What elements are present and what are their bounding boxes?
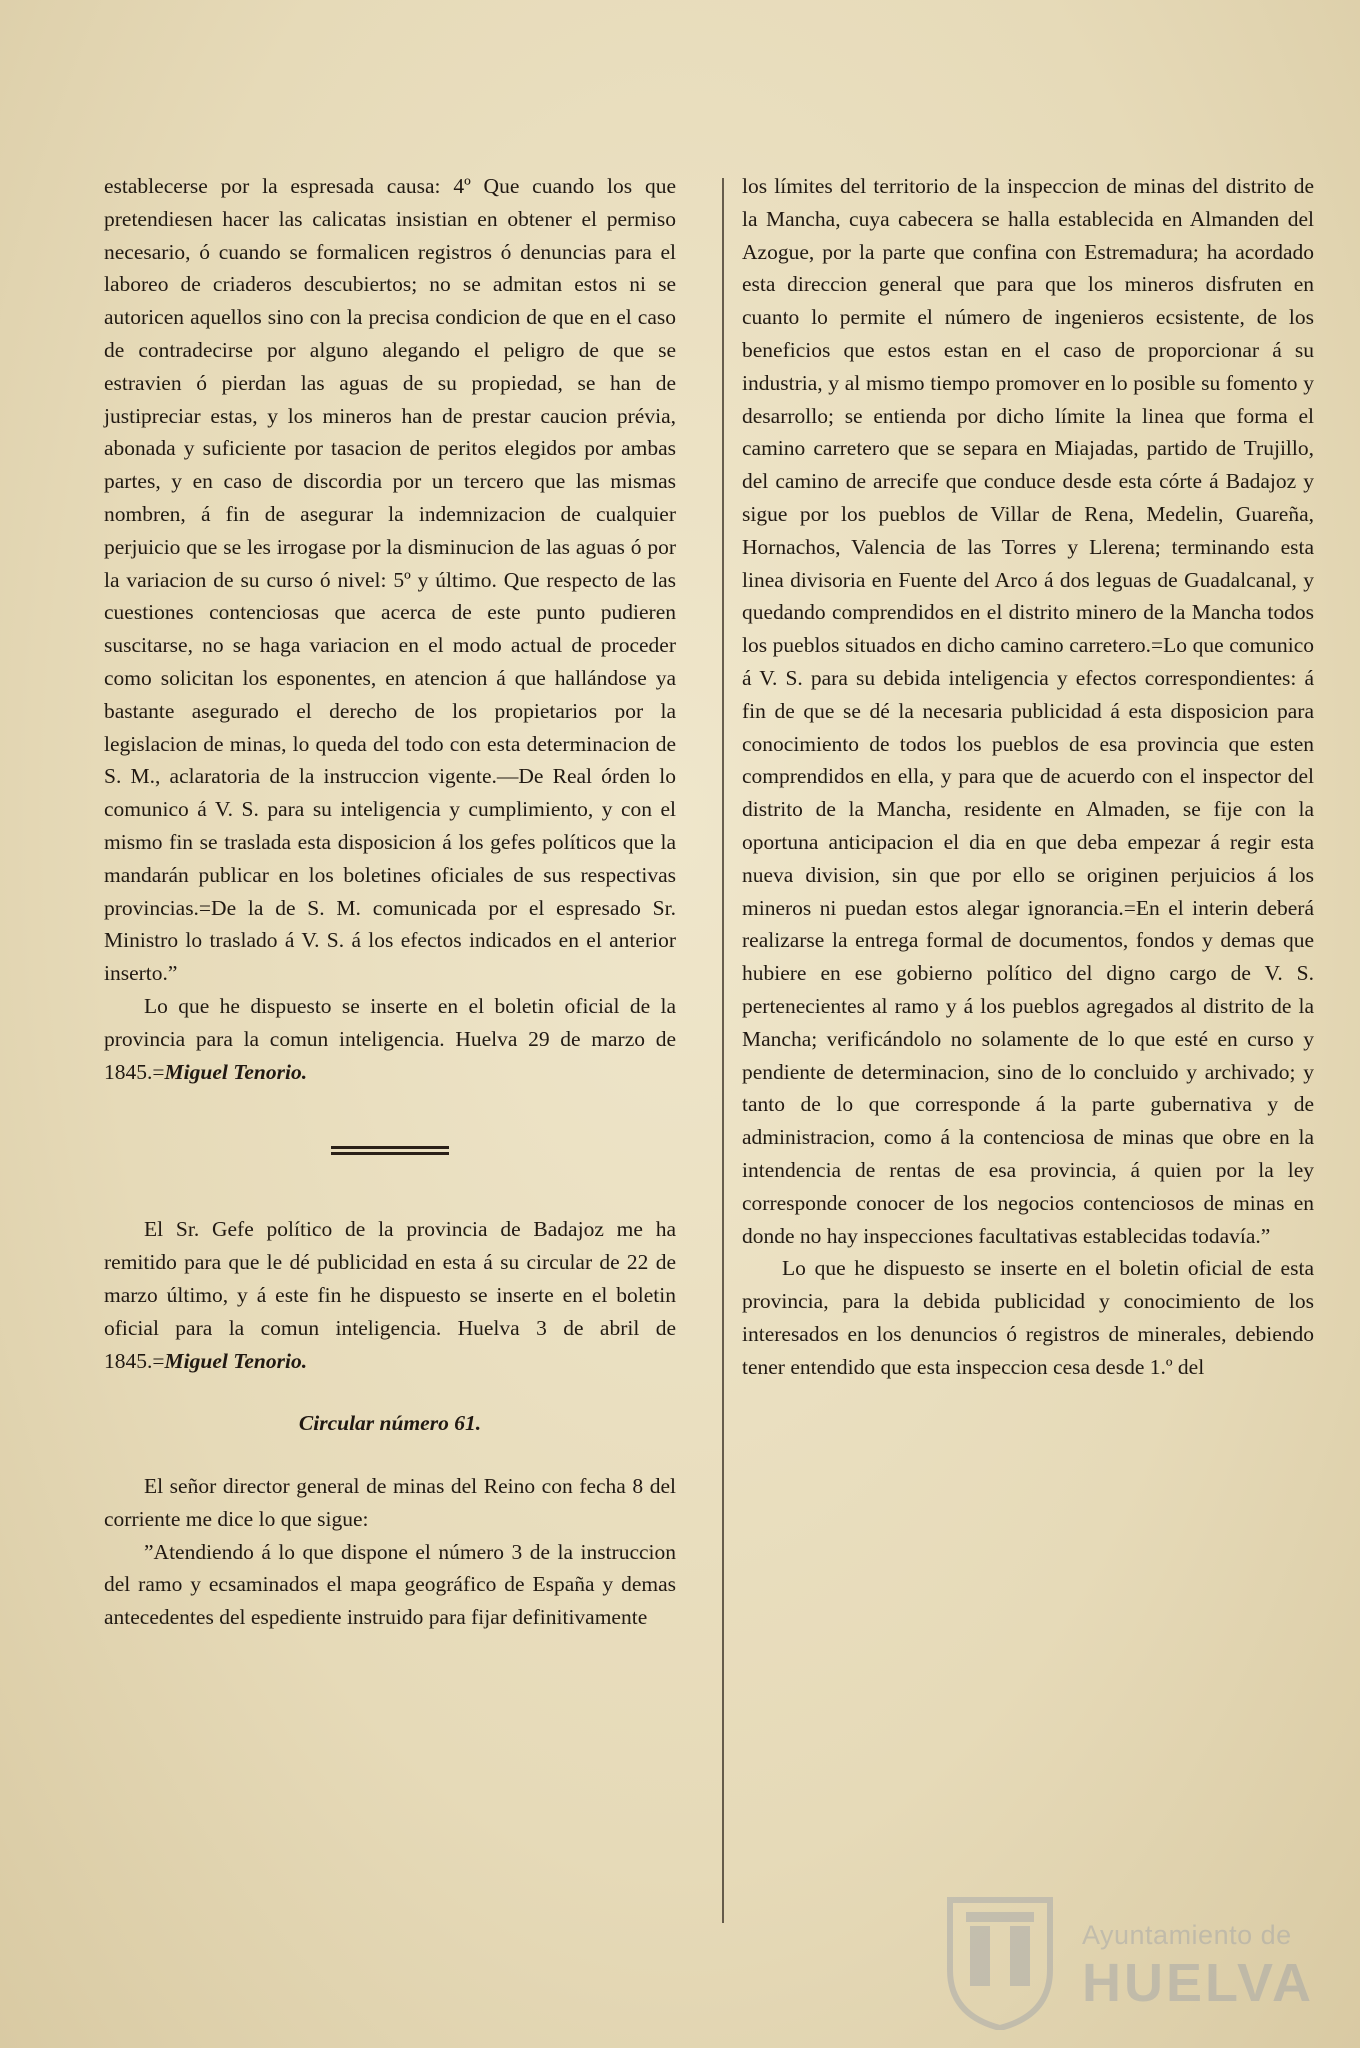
signature-1: Miguel Tenorio. <box>164 1059 308 1084</box>
ayuntamiento-watermark <box>940 1890 1340 2040</box>
left-paragraph-5: ”Atendiendo á lo que dispone el número 3 de la instruccion del ramo y ecsaminados el mapa geográfico de España y demas antecedentes del espediente instruido para fijar definitivamente <box>104 1539 676 1630</box>
spacer <box>104 1377 676 1407</box>
watermark-line-2: HUELVA <box>1082 1953 1314 2013</box>
spacer <box>104 1440 676 1470</box>
circular-heading <box>104 1407 676 1440</box>
right-column <box>742 170 1314 1383</box>
city-shield-icon <box>940 1890 1060 2030</box>
signature-2: Miguel Tenorio. <box>164 1348 308 1373</box>
right-paragraph-2: Lo que he dispuesto se inserte en el boletin oficial de esta provincia, para la debida publicidad y conocimiento de los interesados en los denuncios ó registros de minerales, debiendo tener entendido que esta inspeccion cesa desde 1.º del <box>742 1256 1314 1379</box>
left-paragraph-3 <box>104 1213 676 1377</box>
left-column <box>104 170 676 1634</box>
left-paragraph-3-text: El Sr. Gefe político de la provincia de Badajoz me ha remitido para que le dé publicidad en esta á su circular de 22 de marzo último, y á este fin he dispuesto se inserte en el boletin oficial para la comun inteligencia. Huelva 3 de abril de 1845.= <box>104 1217 676 1373</box>
section-divider-ornament <box>331 1146 449 1155</box>
circular-heading-text: Circular número 61. <box>298 1411 482 1436</box>
watermark-line-1: Ayuntamiento de <box>1082 1920 1292 1950</box>
right-paragraph-1: los límites del territorio de la inspeccion de minas del distrito de la Mancha, cuya cabecera se halla establecida en Almanden del Azogue, por la parte que confina con Estremadura; ha acordado esta direccion general que para que los mineros disfruten en cuanto lo permite el número de ingenieros ecsistente, de los beneficios que estos estan en el caso de proporcionar á su industria, y al mismo tiempo promover en lo posible su fomento y desarrollo; se entienda por dicho límite la linea que forma el camino carretero que se separa en Miajadas, partido de Trujillo, del camino de arrecife que conduce desde esta córte á Badajoz y sigue por los pueblos de Villar de Rena, Medelin, Guareña, Hornachos, Valencia de las Torres y Llerena; terminando esta linea divisoria en Fuente del Arco á dos leguas de Guadalcanal, y quedando comprendidos en el distrito minero de la Mancha todos los pueblos situados en dicho camino carretero.=Lo que comunico á V. S. para su debida inteligencia y efectos correspondientes: á fin de que se dé la necesaria publicidad á esta disposicion para conocimiento de todos los pueblos de esa provincia que esten comprendidos en ella, y para que de acuerdo con el inspector del distrito de la Mancha, residente en Almaden, se fije con la oportuna anticipacion el dia en que deba empezar á regir esta nueva division, sin que por ello se originen perjuicios á los mineros ni puedan estos alegar ignorancia.=En el interin deberá realizarse la entrega formal de documentos, fondos y demas que hubiere en ese gobierno político del digno cargo de V. S. pertenecientes al ramo y á los pueblos agregados al distrito de la Mancha; verificándolo no solamente de lo que esté en curso y pendiente de determinacion, sino de lo concluido y archivado; y tanto de lo que corresponde á la parte gubernativa y de administracion, como á la contenciosa de minas que obre en la intendencia de rentas de esa provincia, á quien por la ley corresponde conocer de los negocios contenciosos de minas en donde no hay inspecciones facultativas establecidas todavía.” <box>742 174 1314 1248</box>
column-divider <box>722 178 724 1923</box>
left-paragraph-2-text: Lo que he dispuesto se inserte en el boletin oficial de la provincia para la comun inteligencia. Huelva 29 de marzo de 1845.= <box>104 993 676 1084</box>
left-paragraph-2 <box>104 990 676 1088</box>
left-paragraph-4: El señor director general de minas del Reino con fecha 8 del corriente me dice lo que sigue: <box>104 1474 676 1531</box>
left-paragraph-1: establecerse por la espresada causa: 4º Que cuando los que pretendiesen hacer las calicatas insistian en obtener el permiso necesario, ó cuando se formalicen registros ó denuncias para el laboreo de criaderos descubiertos; no se admitan estos ni se autoricen aquellos sino con la precisa condicion de que en el caso de contradecirse por alguno alegando el peligro de que se estravien ó pierdan las aguas de su propiedad, se han de justipreciar estas, y los mineros han de prestar caucion prévia, abonada y suficiente por tasacion de peritos elegidos por ambas partes, y en caso de discordia por un tercero que las mismas nombren, á fin de asegurar la indemnizacion de cualquier perjuicio que se les irrogase por la disminucion de las aguas ó por la variacion de su curso ó nivel: 5º y último. Que respecto de las cuestiones contenciosas que acerca de este punto pudieren suscitarse, no se haga variacion en el modo actual de proceder como solicitan los esponentes, en atencion á que hallándose ya bastante asegurado el derecho de los propietarios por la legislacion de minas, lo queda del todo con esta determinacion de S. M., aclaratoria de la instruccion vigente.—De Real órden lo comunico á V. S. para su inteligencia y cumplimiento, y con el mismo fin se traslada esta disposicion á los gefes políticos que la mandarán publicar en los boletines oficiales de sus respectivas provincias.=De la de S. M. comunicada por el espresado Sr. Ministro lo traslado á V. S. á los efectos indicados en el anterior inserto.” <box>104 174 676 986</box>
